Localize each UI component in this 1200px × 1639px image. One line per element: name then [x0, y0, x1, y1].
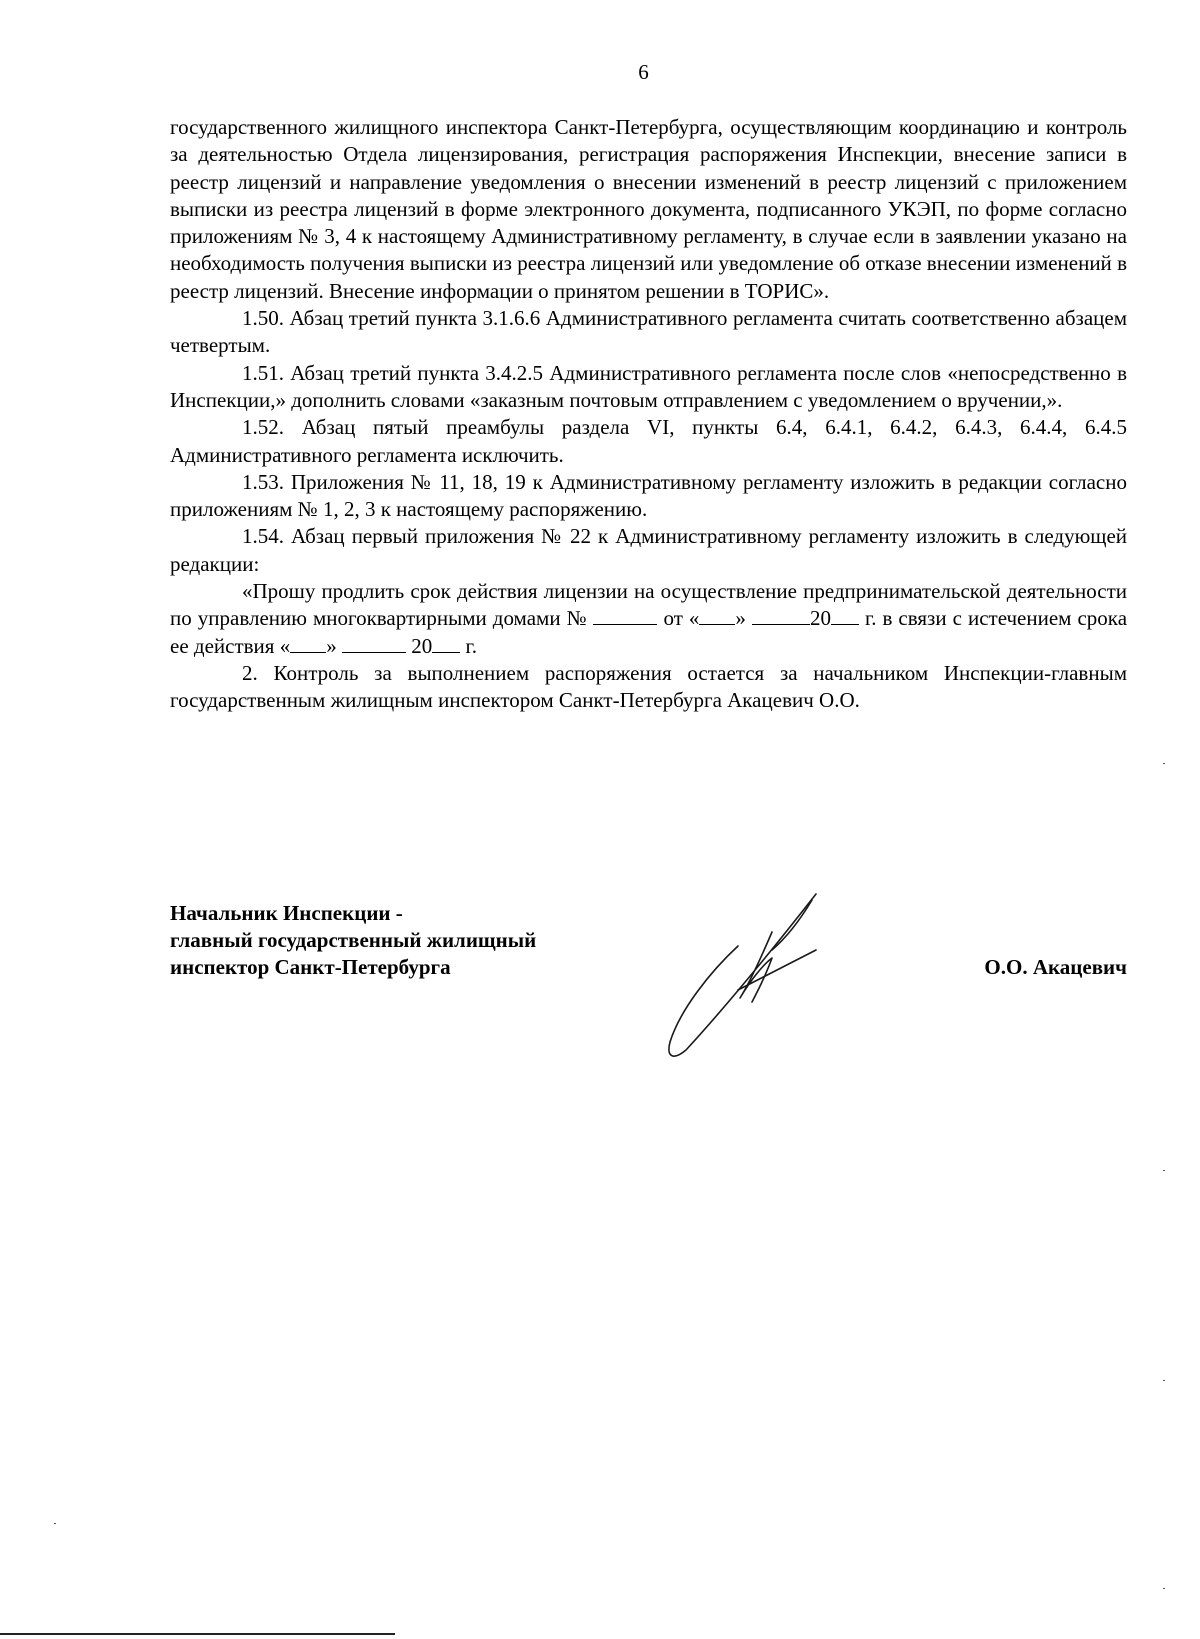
quote-part-1: «Прошу продлить срок действия лицензии на осуществление предпринимательской деятельности по управлению многоквартирными домами № [170, 579, 1127, 631]
quote-part-7: 20 [411, 633, 433, 658]
document-body [170, 114, 1127, 715]
quote-part-4: 20 [809, 606, 831, 631]
license-year-blank [831, 605, 859, 625]
paragraph-1-52: 1.52. Абзац пятый преамбулы раздела VI, пункты 6.4, 6.4.1, 6.4.2, 6.4.3, 6.4.4, 6.4.5 Административного регламента исключить. [170, 415, 1127, 467]
paragraph-1-53: 1.53. Приложения № 11, 18, 19 к Административному регламенту изложить в редакции согласно приложениям № 1, 2, 3 к настоящему распоряжению. [170, 469, 1127, 522]
scan-speck [1163, 1380, 1165, 1381]
expiry-day-blank [290, 633, 326, 653]
handwritten-signature-icon [660, 880, 840, 1060]
expiry-year-blank [432, 633, 460, 653]
quoted-application-text [170, 578, 1127, 660]
paragraph-1-54: 1.54. Абзац первый приложения № 22 к Административному регламенту изложить в следующей редакции: [170, 524, 1127, 576]
quote-part-2: от « [663, 606, 700, 631]
scan-speck [1163, 763, 1165, 764]
quote-part-8: г. [465, 633, 477, 658]
signatory-title-line-1: Начальник Инспекции - [170, 901, 403, 925]
quote-part-3: » [735, 606, 746, 631]
scan-speck [54, 1523, 56, 1524]
signatory-name: О.О. Акацевич [984, 955, 1127, 979]
scan-edge-line [0, 1633, 395, 1635]
scan-speck [1163, 1170, 1165, 1171]
scan-speck [1163, 1588, 1165, 1589]
page-number: 6 [638, 60, 649, 84]
license-month-blank [752, 605, 810, 625]
license-day-blank [699, 605, 735, 625]
paragraph-1-50: 1.50. Абзац третий пункта 3.1.6.6 Административного регламента считать соответственно абзацем четвертым. [170, 306, 1127, 358]
quote-part-6: » [326, 633, 337, 658]
signatory-title-line-3: инспектор Санкт-Петербурга [170, 955, 451, 979]
license-number-blank [593, 605, 657, 625]
signatory-title-line-2: главный государственный жилищный [170, 928, 537, 952]
paragraph-2: 2. Контроль за выполнением распоряжения остается за начальником Инспекции-главным государственным жилищным инспектором Санкт-Петербурга Акацевич О.О. [170, 660, 1127, 713]
signatory-title [170, 900, 536, 981]
quote-part-5: г. в связи с истечением срока ее действия « [170, 606, 1128, 658]
expiry-month-blank [342, 633, 406, 653]
paragraph-1-51: 1.51. Абзац третий пункта 3.4.2.5 Административного регламента после слов «непосредственно в Инспекции,» дополнить словами «заказным почтовым отправлением с уведомлением о вручении,». [170, 360, 1127, 412]
paragraph-1: государственного жилищного инспектора Санкт-Петербурга, осуществляющим координацию и контроль за деятельностью Отдела лицензирования, регистрация распоряжения Инспекции, внесение записи в реестр лицензий и направление уведомления о внесении изменений в реестр лицензий с приложением выписки из реестра лицензий в форме электронного документа, подписанного УКЭП, по форме согласно приложениям № 3, 4 к настоящему Административному регламенту, в случае если в заявлении указано на необходимость получения выписки из реестра лицензий или уведомление об отказе внесении изменений в реестр лицензий. Внесение информации о принятом решении в ТОРИС». [170, 115, 1127, 303]
